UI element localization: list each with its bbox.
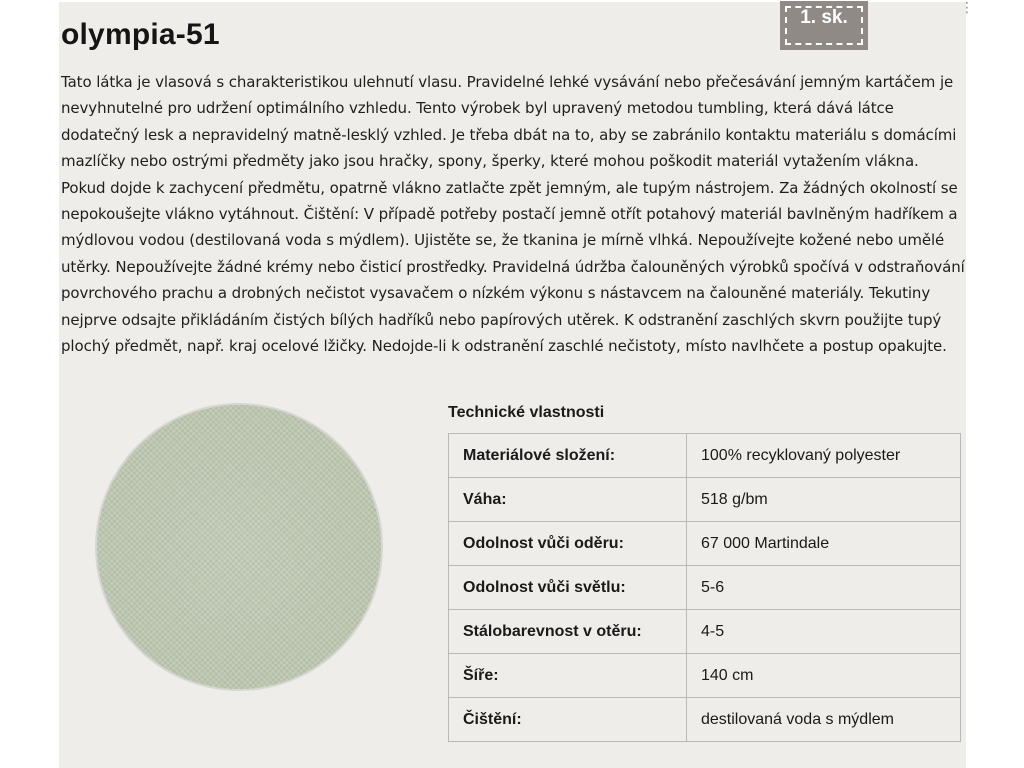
technical-properties-table bbox=[448, 433, 961, 742]
property-value: 140 cm bbox=[687, 654, 961, 698]
property-label: Stálobarevnost v otěru: bbox=[449, 610, 687, 654]
fabric-swatch-image bbox=[97, 405, 381, 689]
property-value: 4-5 bbox=[687, 610, 961, 654]
table-row bbox=[449, 522, 961, 566]
property-value: 100% recyklovaný polyester bbox=[687, 434, 961, 478]
product-title: olympia-51 bbox=[61, 18, 220, 51]
property-value: 5-6 bbox=[687, 566, 961, 610]
property-label: Šíře: bbox=[449, 654, 687, 698]
table-row bbox=[449, 610, 961, 654]
table-row bbox=[449, 654, 961, 698]
property-label: Odolnost vůči oděru: bbox=[449, 522, 687, 566]
product-description: Tato látka je vlasová s charakteristikou ulehnutí vlasu. Pravidelné lehké vysávání nebo přečesávání jemným kartáčem je nevyhnutelné pro udržení optimálního vzhledu. Tento výrobek byl upravený metodou tumbling, která dává látce dodatečný lesk a nepravidelný matně-lesklý vzhled. Je třeba dbát na to, aby se zabránilo kontaktu materiálu s domácími mazlíčky nebo ostrými předměty jako jsou hračky, spony, šperky, které mohou poškodit materiál vytažením vlákna. Pokud dojde k zachycení předmětu, opatrně vlákno zatlačte zpět jemným, ale tupým nástrojem. Za žádných okolností se nepokoušejte vlákno vytáhnout. Čištění: V případě potřeby postačí jemně otřít potahový materiál bavlněným hadříkem a mýdlovou vodou (destilovaná voda s mýdlem). Ujistěte se, že tkanina je mírně vlhká. Nepoužívejte kožené nebo umělé utěrky. Nepoužívejte žádné krémy nebo čisticí prostředky. Pravidelná údržba čalouněných výrobků spočívá v odstraňování povrchového prachu a drobných nečistot vysavačem o nízkém výkonu s nástavcem na čalouněné materiály. Tekutiny nejprve odsajte přikládáním čistých bílých hadříků nebo papírových utěrek. K odstranění zaschlých skvrn použijte tupý plochý předmět, např. kraj ocelové lžičky. Nedojde-li k odstranění zaschlé nečistoty, místo navlhčete a postup opakujte. bbox=[61, 73, 965, 356]
corner-scroll-icon: ⋮ bbox=[960, 0, 974, 15]
technical-properties-heading: Technické vlastnosti bbox=[448, 404, 605, 421]
table-row bbox=[449, 566, 961, 610]
property-label: Čištění: bbox=[449, 698, 687, 742]
property-value: 518 g/bm bbox=[687, 478, 961, 522]
property-label: Odolnost vůči světlu: bbox=[449, 566, 687, 610]
grade-badge bbox=[780, 1, 868, 50]
table-row bbox=[449, 478, 961, 522]
property-label: Váha: bbox=[449, 478, 687, 522]
property-value: 67 000 Martindale bbox=[687, 522, 961, 566]
badge-label: 1. sk. bbox=[800, 7, 848, 28]
property-value: destilovaná voda s mýdlem bbox=[687, 698, 961, 742]
property-label: Materiálové složení: bbox=[449, 434, 687, 478]
table-row bbox=[449, 434, 961, 478]
table-row bbox=[449, 698, 961, 742]
